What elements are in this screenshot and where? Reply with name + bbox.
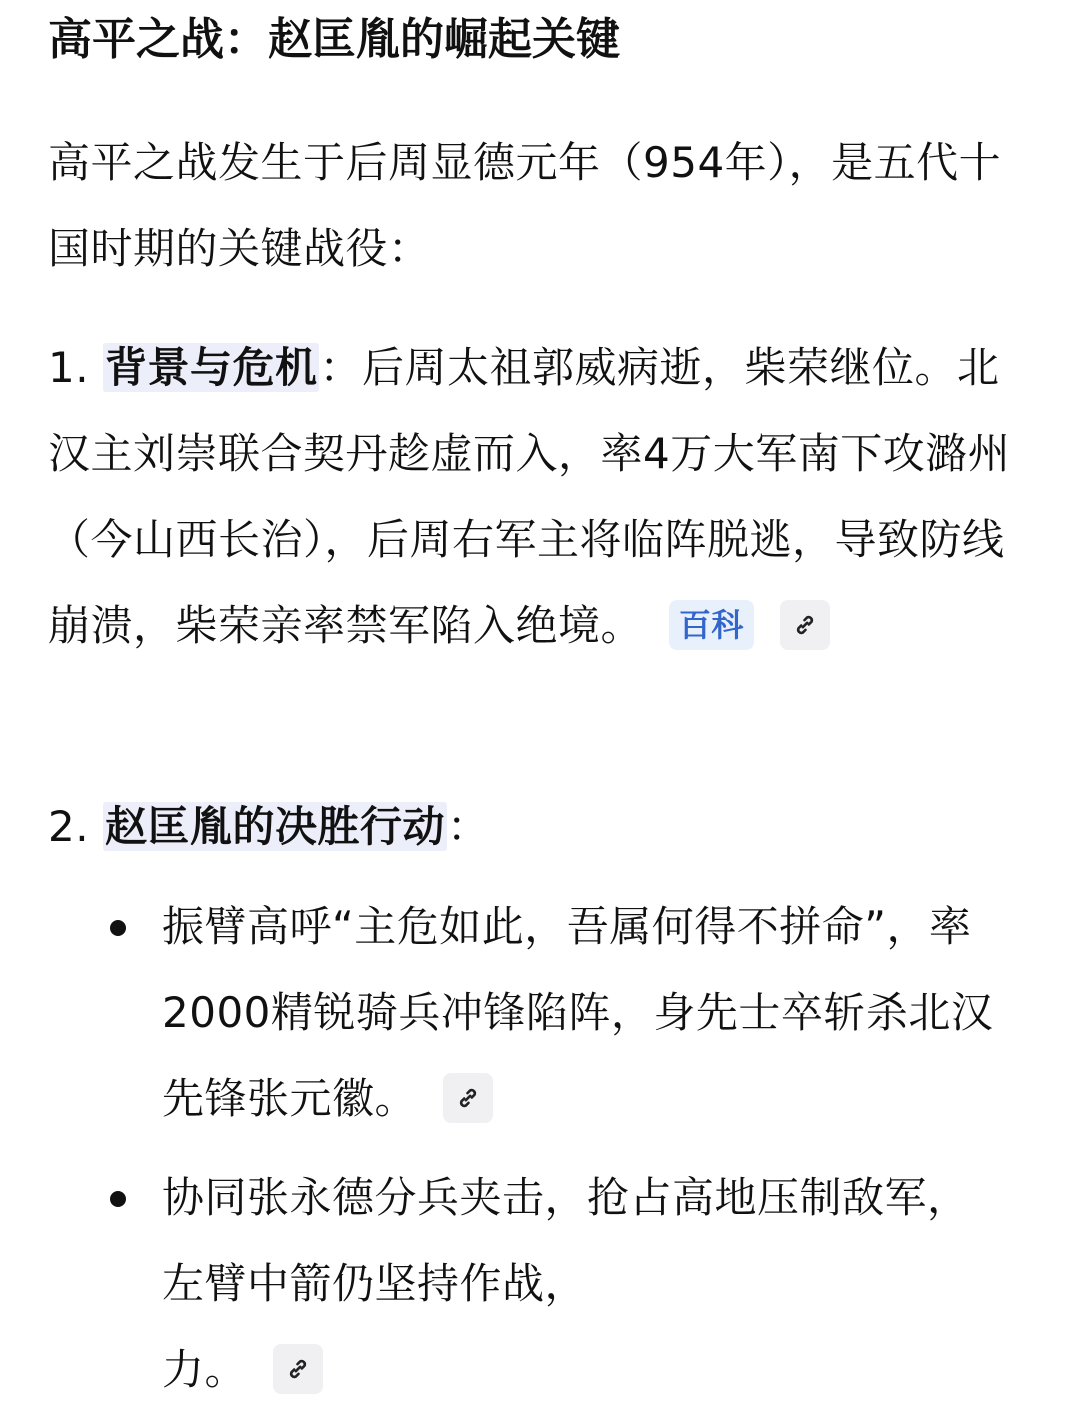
source-tag-baike[interactable]: 百科 <box>669 600 754 650</box>
bullet-dot <box>110 1191 126 1207</box>
item-number: 2. <box>48 802 90 851</box>
link-icon <box>792 612 818 638</box>
list-item <box>48 325 1038 669</box>
bullet-dot <box>110 920 126 936</box>
item-number: 1. <box>48 343 90 392</box>
citation-link-button[interactable] <box>443 1073 493 1123</box>
link-icon <box>455 1085 481 1111</box>
citation-link-button[interactable] <box>273 1344 323 1394</box>
bullet-text: 振臂高呼“主危如此，吾属何得不拼命”，率2000精锐骑兵冲锋陷阵，身先士卒斩杀北汉先锋张元徽。 <box>162 902 994 1123</box>
bullet-text-continued: 力。 <box>162 1345 248 1394</box>
text-fade-overlay <box>680 1262 1080 1322</box>
item-colon: ： <box>319 343 362 392</box>
bullet-list <box>110 884 1030 1152</box>
bullet-text: 协同张永德分兵夹击，抢占高地压制敌军，左臂中箭仍坚持作战， <box>162 1173 970 1308</box>
intro-paragraph: 高平之战发生于后周显德元年（954年），是五代十国时期的关键战役： <box>48 138 1002 273</box>
link-icon <box>285 1356 311 1382</box>
item-title: 背景与危机 <box>104 343 318 392</box>
item-title: 赵匡胤的决胜行动 <box>104 802 445 851</box>
bullet-item <box>110 884 1030 1142</box>
citation-link-button[interactable] <box>780 600 830 650</box>
item-text: 后周太祖郭威病逝，柴荣继位。北汉主刘崇联合契丹趁虚而入，率4万大军南下攻潞州（今山西长治），后周右军主将临阵脱逃，导致防线崩溃，柴荣亲率禁军陷入绝境。 <box>48 343 1011 650</box>
page-title: 高平之战：赵匡胤的崛起关键 <box>48 14 620 65</box>
item-colon: ： <box>446 802 490 851</box>
list-item <box>48 784 1038 870</box>
